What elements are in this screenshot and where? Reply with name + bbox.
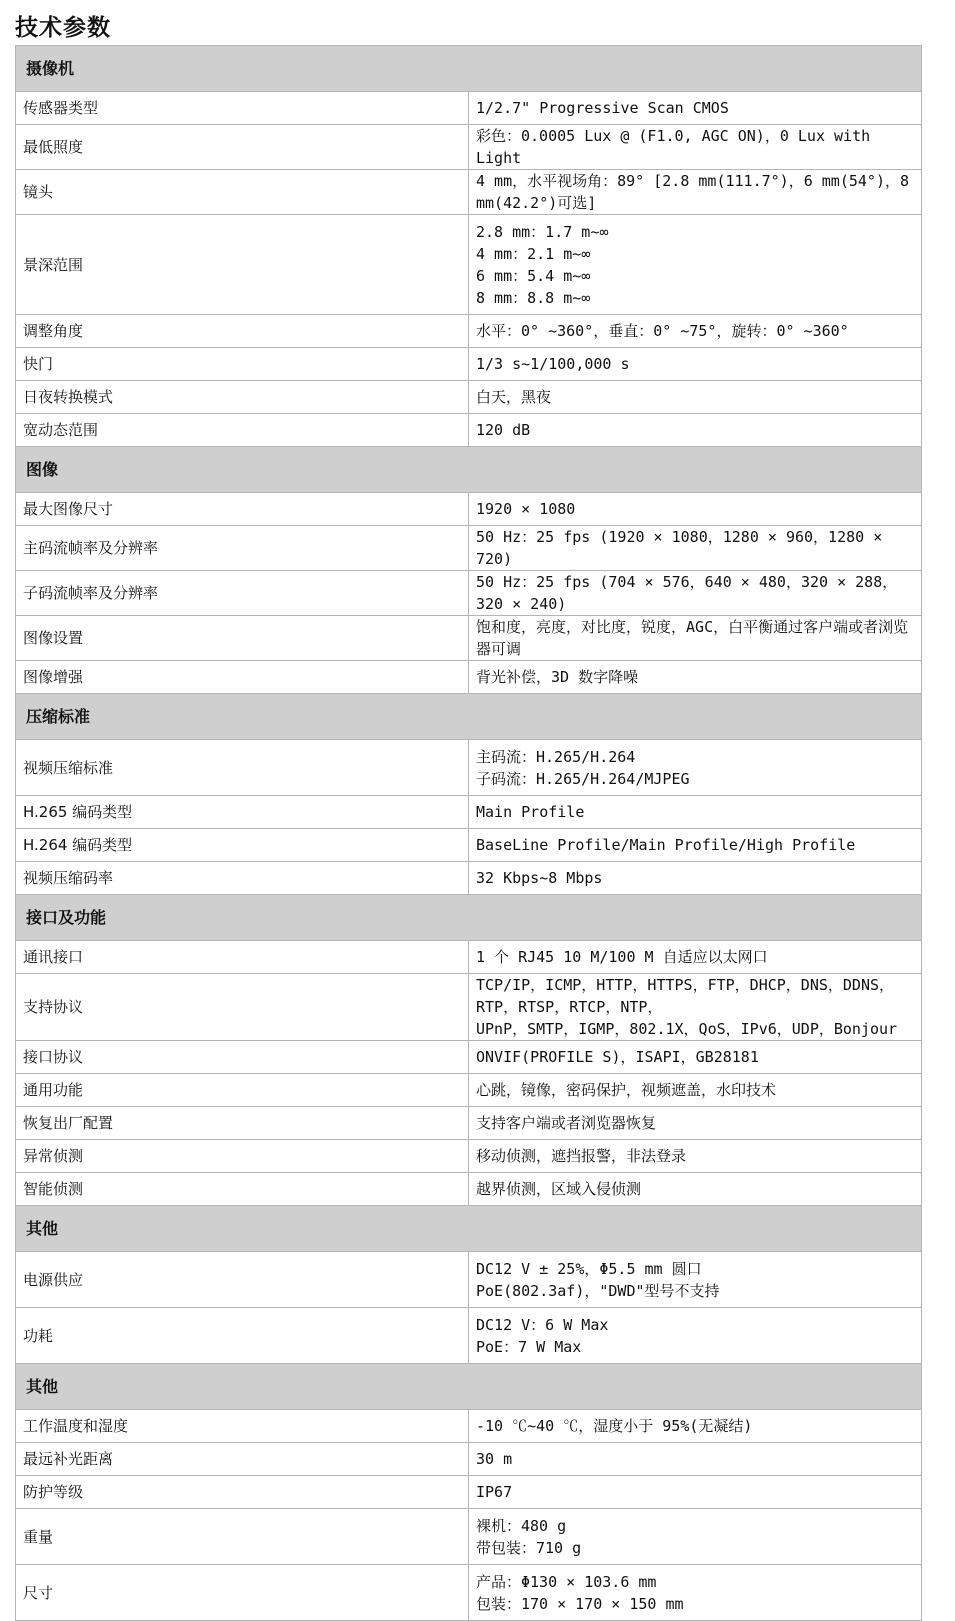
spec-value: 4 mm，水平视场角：89° [2.8 mm(111.7°)，6 mm(54°)，8 mm(42.2°)可选] [469,170,922,215]
table-row [16,796,922,829]
table-row [16,661,922,694]
table-row [16,1252,922,1308]
section-title: 压缩标准 [16,694,922,740]
table-row [16,348,922,381]
spec-label: 快门 [16,348,469,381]
table-row [16,414,922,447]
table-row [16,1140,922,1173]
spec-label: 防护等级 [16,1476,469,1509]
spec-value: 彩色：0.0005 Lux @ (F1.0, AGC ON)，0 Lux with Light [469,125,922,170]
spec-label: 图像增强 [16,661,469,694]
spec-value: 主码流：H.265/H.264 子码流：H.265/H.264/MJPEG [469,740,922,796]
spec-label: 日夜转换模式 [16,381,469,414]
spec-value: 移动侦测，遮挡报警，非法登录 [469,1140,922,1173]
table-row [16,941,922,974]
section-title: 图像 [16,447,922,493]
table-row [16,526,922,571]
spec-label: 智能侦测 [16,1173,469,1206]
spec-value: ONVIF(PROFILE S)，ISAPI，GB28181 [469,1041,922,1074]
spec-value: DC12 V ± 25%，Φ5.5 mm 圆口 PoE(802.3af)，"DWD"型号不支持 [469,1252,922,1308]
spec-value: 1/2.7" Progressive Scan CMOS [469,92,922,125]
section-header [16,46,922,92]
table-row [16,1074,922,1107]
spec-label: 异常侦测 [16,1140,469,1173]
spec-label: 镜头 [16,170,469,215]
table-row [16,1173,922,1206]
spec-value: 水平：0° ~360°，垂直：0° ~75°，旋转：0° ~360° [469,315,922,348]
spec-label: 图像设置 [16,616,469,661]
spec-label: H.264 编码类型 [16,829,469,862]
spec-label: 子码流帧率及分辨率 [16,571,469,616]
table-row [16,1107,922,1140]
spec-value: -10 ℃~40 ℃，湿度小于 95%(无凝结) [469,1410,922,1443]
section-header [16,1206,922,1252]
table-row [16,571,922,616]
spec-label: 尺寸 [16,1565,469,1621]
table-row [16,1476,922,1509]
spec-value: Main Profile [469,796,922,829]
spec-value: 心跳，镜像，密码保护，视频遮盖，水印技术 [469,1074,922,1107]
spec-value: 1920 × 1080 [469,493,922,526]
spec-label: 重量 [16,1509,469,1565]
spec-value: DC12 V：6 W Max PoE：7 W Max [469,1308,922,1364]
spec-label: 传感器类型 [16,92,469,125]
spec-table [15,45,922,1621]
table-row [16,493,922,526]
spec-label: 最低照度 [16,125,469,170]
spec-value: 裸机：480 g 带包装：710 g [469,1509,922,1565]
table-row [16,829,922,862]
table-row [16,125,922,170]
spec-value: 支持客户端或者浏览器恢复 [469,1107,922,1140]
spec-value: TCP/IP，ICMP，HTTP，HTTPS，FTP，DHCP，DNS，DDNS，RTP，RTSP，RTCP，NTP， UPnP，SMTP，IGMP，802.1X，QoS，IPv6，UDP，Bonjour [469,974,922,1041]
table-row [16,170,922,215]
spec-label: 主码流帧率及分辨率 [16,526,469,571]
spec-label: 最远补光距离 [16,1443,469,1476]
spec-value: 1/3 s~1/100,000 s [469,348,922,381]
table-row [16,215,922,315]
spec-value: BaseLine Profile/Main Profile/High Profile [469,829,922,862]
table-row [16,974,922,1041]
spec-label: 恢复出厂配置 [16,1107,469,1140]
table-row [16,862,922,895]
section-title: 其他 [16,1206,922,1252]
table-row [16,1410,922,1443]
spec-value: 背光补偿，3D 数字降噪 [469,661,922,694]
section-title: 摄像机 [16,46,922,92]
section-header [16,895,922,941]
spec-value: 白天，黑夜 [469,381,922,414]
table-row [16,616,922,661]
spec-label: 宽动态范围 [16,414,469,447]
section-title: 接口及功能 [16,895,922,941]
spec-value: 50 Hz：25 fps (704 × 576，640 × 480，320 × 288，320 × 240) [469,571,922,616]
spec-label: 工作温度和湿度 [16,1410,469,1443]
spec-value: 越界侦测，区域入侵侦测 [469,1173,922,1206]
table-row [16,92,922,125]
section-header [16,447,922,493]
section-header [16,1364,922,1410]
spec-value: 32 Kbps~8 Mbps [469,862,922,895]
spec-value: 30 m [469,1443,922,1476]
section-title: 其他 [16,1364,922,1410]
spec-label: 视频压缩标准 [16,740,469,796]
section-header [16,694,922,740]
spec-label: H.265 编码类型 [16,796,469,829]
table-row [16,1041,922,1074]
spec-value: 120 dB [469,414,922,447]
spec-value: 1 个 RJ45 10 M/100 M 自适应以太网口 [469,941,922,974]
spec-value: 产品：Φ130 × 103.6 mm 包装：170 × 170 × 150 mm [469,1565,922,1621]
spec-label: 最大图像尺寸 [16,493,469,526]
spec-label: 通用功能 [16,1074,469,1107]
spec-value: 50 Hz：25 fps (1920 × 1080，1280 × 960，1280 × 720) [469,526,922,571]
spec-label: 景深范围 [16,215,469,315]
spec-value: 2.8 mm：1.7 m~∞ 4 mm：2.1 m~∞ 6 mm：5.4 m~∞ 8 mm：8.8 m~∞ [469,215,922,315]
spec-label: 调整角度 [16,315,469,348]
table-row [16,1308,922,1364]
spec-value: IP67 [469,1476,922,1509]
spec-value: 饱和度，亮度，对比度，锐度，AGC，白平衡通过客户端或者浏览器可调 [469,616,922,661]
table-row [16,740,922,796]
spec-label: 支持协议 [16,974,469,1041]
spec-label: 通讯接口 [16,941,469,974]
spec-label: 接口协议 [16,1041,469,1074]
table-row [16,1565,922,1621]
table-row [16,1509,922,1565]
table-row [16,1443,922,1476]
spec-label: 视频压缩码率 [16,862,469,895]
spec-label: 电源供应 [16,1252,469,1308]
spec-label: 功耗 [16,1308,469,1364]
table-row [16,315,922,348]
table-row [16,381,922,414]
page-title: 技术参数 [15,15,111,41]
